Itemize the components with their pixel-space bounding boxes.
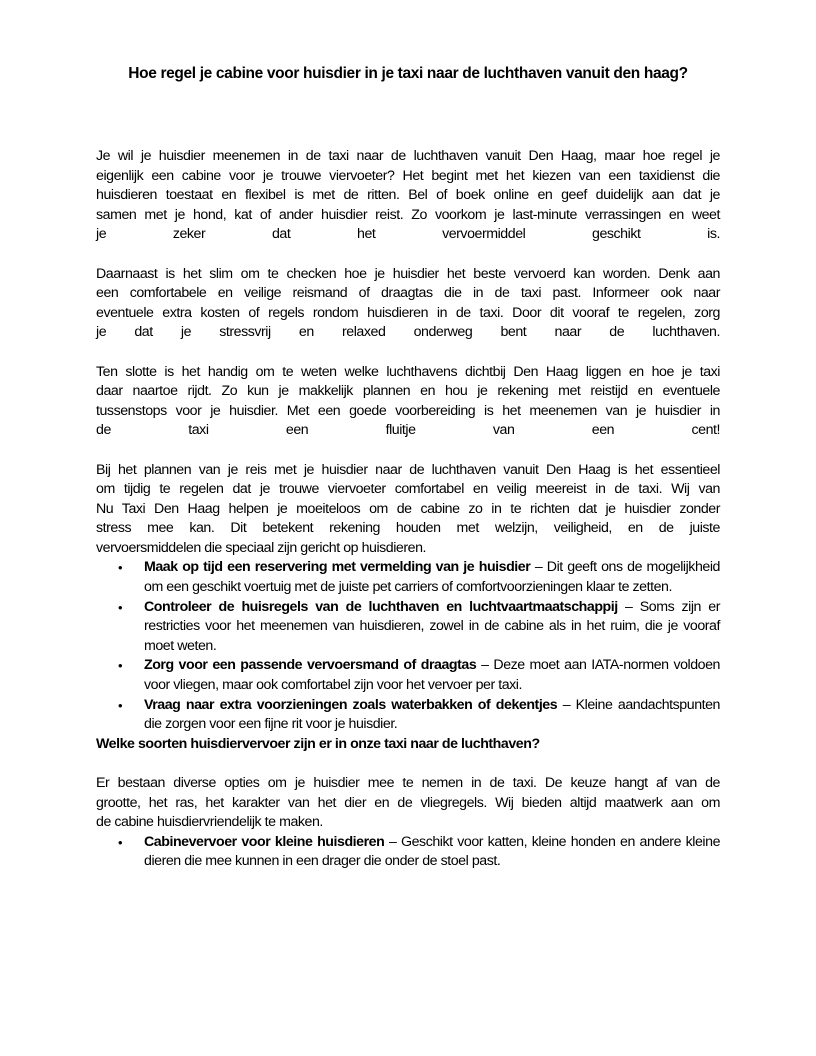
list-item: [96, 833, 720, 872]
text-line: de cabine huisdiervriendelijk te maken.: [96, 814, 323, 831]
paragraph-3: [96, 363, 720, 441]
text-line: Daarnaast is het slim om te checken hoe je huisdier het beste vervoerd kan worden. Denk aan: [96, 265, 720, 282]
text-line: daar naartoe rijdt. Zo kun je makkelijk plannen en hou je rekening met reistijd en eventuele: [96, 383, 720, 400]
list-item-bold: Cabinevervoer voor kleine huisdieren: [144, 833, 385, 850]
text-line: huisdieren toestaat en flexibel is met de ritten. Bel of boek online en geef duidelijk aan dat je: [96, 187, 720, 204]
text-line: grootte, het ras, het karakter van het dier en de vliegregels. Wij bieden altijd maatwerk aan om: [96, 794, 720, 811]
text-line: Er bestaan diverse opties om je huisdier mee te nemen in de taxi. De keuze hangt af van de: [96, 775, 720, 791]
text-line: om tijdig te regelen dat je trouwe viervoeter comfortabel en veilig meereist in de taxi. Wij van: [96, 481, 720, 498]
text-line: Je wil je huisdier meenemen in de taxi naar de luchthaven vanuit Den Haag, maar hoe regel je: [96, 148, 720, 164]
bullet-list-1: [96, 558, 720, 734]
text-line: tussenstops voor je huisdier. Met een goede voorbereiding is het meenemen van je huisdier in: [96, 402, 720, 419]
list-item-text: – Kleine aandachtspunten die zorgen voor een fijne rit voor je huisdier.: [144, 696, 721, 733]
bullet-icon: •: [118, 834, 123, 850]
section-heading: Welke soorten huisdiervervoer zijn er in onze taxi naar de luchthaven?: [96, 735, 540, 752]
bullet-icon: •: [118, 697, 123, 713]
document-title: Hoe regel je cabine voor huisdier in je taxi naar de luchthaven vanuit den haag?: [128, 65, 688, 82]
list-item-text: – Geschikt voor katten, kleine honden en andere kleine dieren die mee kunnen in een drager die onder de stoel past.: [144, 833, 721, 870]
document-page: [96, 62, 720, 872]
list-item-text: – Dit geeft ons de mogelijkheid om een geschikt voertuig met de juiste pet carriers of comfortvoorzieningen klaar te zetten.: [144, 559, 720, 596]
bullet-list-2: [96, 833, 720, 872]
list-item-bold: Controleer de huisregels van de luchthaven en luchtvaartmaatschappij: [144, 598, 618, 615]
paragraph-2: [96, 265, 720, 343]
list-item-bold: Vraag naar extra voorzieningen zoals waterbakken of dekentjes: [144, 696, 558, 713]
bullet-icon: •: [118, 599, 123, 615]
text-line: de taxi een fluitje van een cent!: [96, 422, 720, 439]
list-item: [96, 558, 720, 597]
text-line: Nu Taxi Den Haag helpen je moeiteloos om de cabine zo in te richten dat je huisdier zonder: [96, 500, 720, 517]
list-item: [96, 598, 720, 657]
paragraph-1: [96, 147, 720, 245]
paragraph-4: [96, 461, 720, 559]
list-item-bold: Maak op tijd een reservering met vermelding van je huisdier: [144, 559, 531, 576]
list-item-text: – Deze moet aan IATA-normen voldoen voor vliegen, maar ook comfortabel zijn voor het vervoer per taxi.: [144, 657, 720, 694]
text-line: Ten slotte is het handig om te weten welke luchthavens dichtbij Den Haag liggen en hoe je taxi: [96, 363, 720, 380]
text-line: stress mee kan. Dit betekent rekening houden met welzijn, veiligheid, en de juiste: [96, 520, 720, 537]
bullet-icon: •: [118, 658, 123, 674]
text-line: Bij het plannen van je reis met je huisdier naar de luchthaven vanuit Den Haag is het essentieel: [96, 461, 720, 478]
paragraph-5: [96, 774, 720, 833]
text-line: eventuele extra kosten of regels rondom huisdieren in de taxi. Door dit vooraf te regelen, zorg: [96, 304, 720, 321]
bullet-icon: •: [118, 560, 123, 576]
list-item: [96, 696, 720, 735]
text-line: je dat je stressvrij en relaxed onderweg bent naar de luchthaven.: [96, 324, 720, 341]
list-item-text: – Soms zijn er restricties voor het meenemen van huisdieren, zowel in de cabine als in het ruim, die je vooraf moet weten.: [144, 598, 721, 654]
list-item-bold: Zorg voor een passende vervoersmand of draagtas: [144, 657, 477, 674]
text-line: vervoersmiddelen die speciaal zijn gericht op huisdieren.: [96, 539, 427, 556]
text-line: je zeker dat het vervoermiddel geschikt is.: [96, 226, 720, 243]
text-line: een comfortabele en veilige reismand of draagtas die in de taxi past. Informeer ook naar: [96, 285, 720, 302]
text-line: eigenlijk een cabine voor je trouwe viervoeter? Het begint met het kiezen van een taxidienst die: [96, 167, 720, 184]
text-line: samen met je hond, kat of ander huisdier reist. Zo voorkom je last-minute verrassingen en weet: [96, 206, 720, 223]
list-item: [96, 656, 720, 695]
